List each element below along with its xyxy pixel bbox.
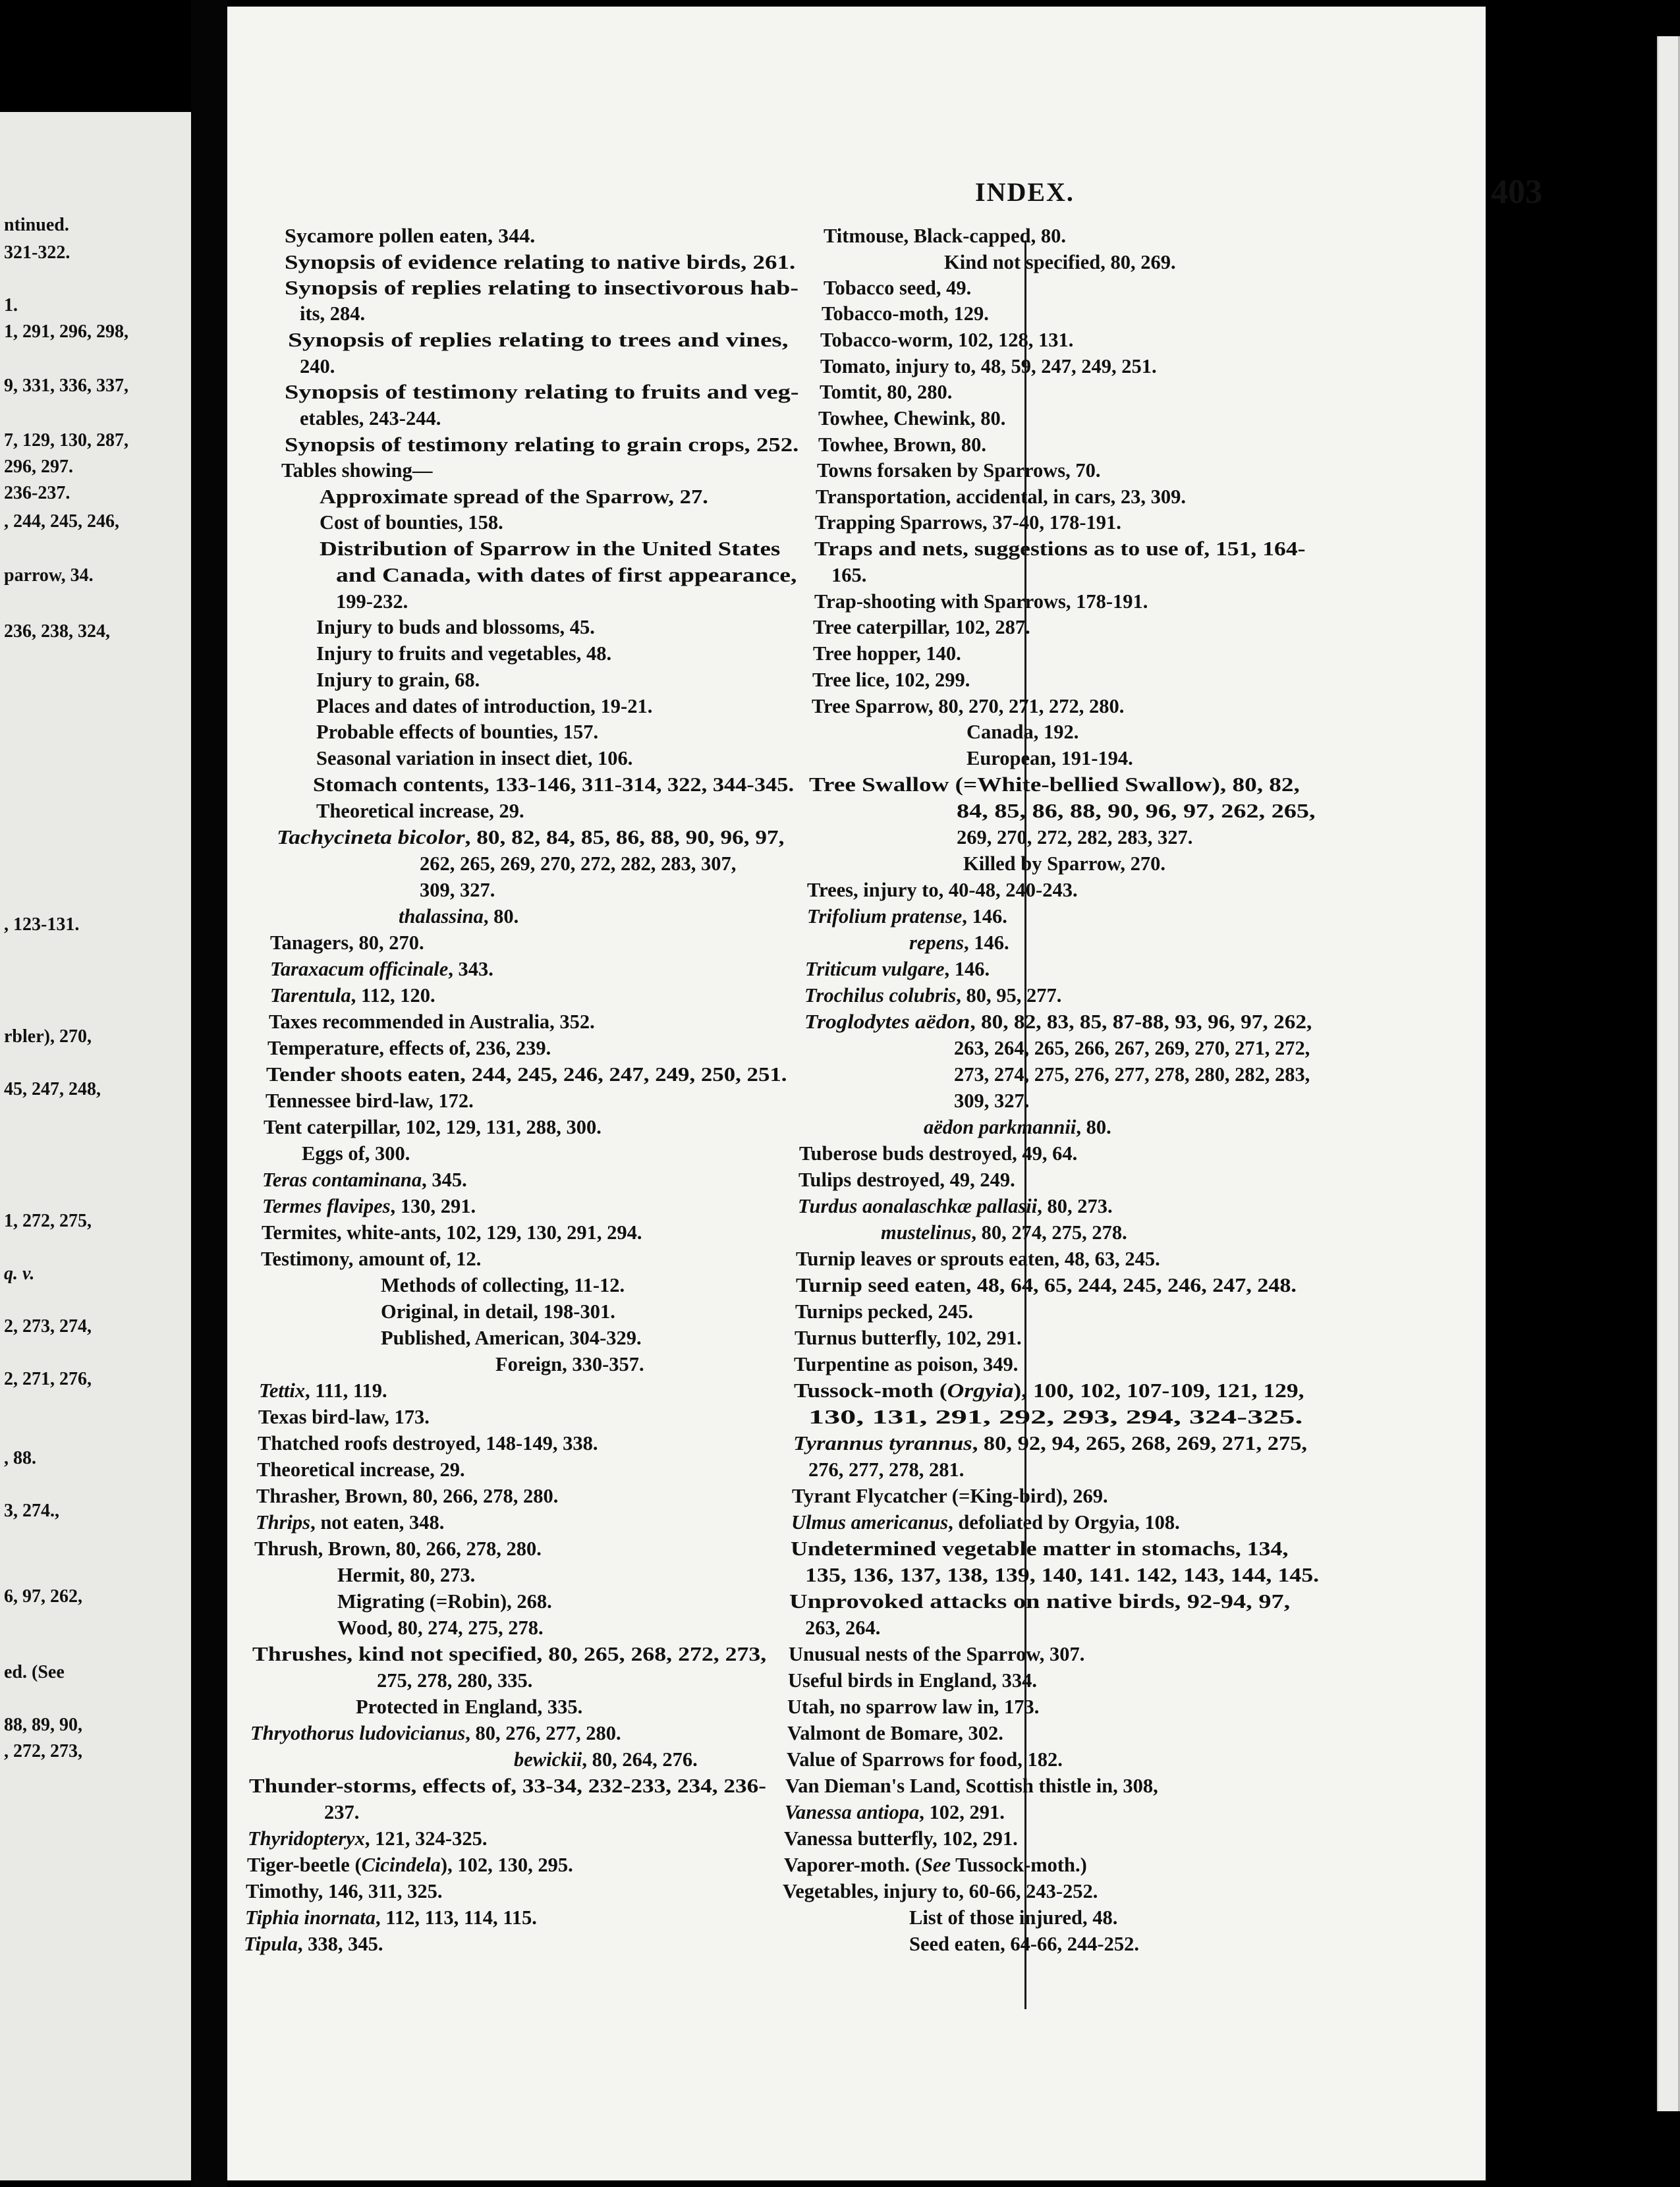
prev-page-fragment: 9, 331, 336, 337, xyxy=(4,375,128,396)
index-entry-line: Wood, 80, 274, 275, 278. xyxy=(337,1617,544,1639)
index-entry-line: Approximate spread of the Sparrow, 27. xyxy=(320,485,708,508)
index-entry-line: thalassina, 80. xyxy=(399,905,519,927)
index-entry-line: Vegetables, injury to, 60-66, 243-252. xyxy=(783,1880,1098,1902)
index-entry-line: 275, 278, 280, 335. xyxy=(377,1669,533,1692)
prev-page-fragment: 2, 273, 274, xyxy=(4,1316,92,1337)
index-entry-line: Thatched roofs destroyed, 148-149, 338. xyxy=(258,1432,598,1454)
index-entry-line: Synopsis of replies relating to trees and vines, xyxy=(288,329,789,351)
index-entry-line: Injury to grain, 68. xyxy=(316,669,480,691)
index-entry-line: Tent caterpillar, 102, 129, 131, 288, 300. xyxy=(264,1116,602,1138)
index-entry-line: Taraxacum officinale, 343. xyxy=(270,958,493,980)
prev-page-fragment: 1. xyxy=(4,295,18,316)
index-entry-line: etables, 243-244. xyxy=(300,407,441,429)
prev-page-fragment: 1, 291, 296, 298, xyxy=(4,321,128,342)
index-entry-line: Tobacco seed, 49. xyxy=(824,277,972,299)
index-entry-line: Thrips, not eaten, 348. xyxy=(256,1511,445,1534)
index-entry-line: Turpentine as poison, 349. xyxy=(794,1353,1019,1375)
index-entry-line: Foreign, 330-357. xyxy=(495,1353,644,1375)
index-entry-line: 262, 265, 269, 270, 272, 282, 283, 307, xyxy=(420,852,737,875)
index-entry-line: Places and dates of introduction, 19-21. xyxy=(316,695,653,717)
index-entry-line: Killed by Sparrow, 270. xyxy=(963,852,1166,875)
index-entry-line: Migrating (=Robin), 268. xyxy=(337,1590,552,1613)
index-entry-line: Timothy, 146, 311, 325. xyxy=(246,1880,443,1902)
index-entry-line: Trifolium pratense, 146. xyxy=(807,905,1007,927)
index-entry-line: Teras contaminana, 345. xyxy=(262,1169,467,1191)
index-entry-line: Tiphia inornata, 112, 113, 114, 115. xyxy=(245,1906,537,1929)
index-entry-line: Turnips pecked, 245. xyxy=(795,1300,974,1323)
prev-page-fragment: 2, 271, 276, xyxy=(4,1369,92,1389)
index-entry-line: Thunder-storms, effects of, 33-34, 232-233, 234, 236- xyxy=(249,1775,767,1797)
index-entry-line: Undetermined vegetable matter in stomachs, 134, xyxy=(791,1537,1289,1560)
index-entry-line: Tobacco-worm, 102, 128, 131. xyxy=(820,329,1074,351)
index-entry-line: Traps and nets, suggestions as to use of, 151, 164- xyxy=(814,538,1306,560)
index-entry-line: Towns forsaken by Sparrows, 70. xyxy=(817,459,1101,482)
index-entry-line: Towhee, Chewink, 80. xyxy=(818,407,1006,429)
index-entry-line: Tomtit, 80, 280. xyxy=(820,381,953,403)
index-entry-line: Tipula, 338, 345. xyxy=(244,1933,383,1955)
index-entry-line: Tiger-beetle (Cicindela), 102, 130, 295. xyxy=(247,1854,573,1876)
previous-page-edge xyxy=(0,112,191,2180)
index-entry-line: Turdus aonalaschkæ pallasii, 80, 273. xyxy=(798,1195,1113,1217)
index-entry-line: Kind not specified, 80, 269. xyxy=(944,251,1176,273)
index-entry-line: 84, 85, 86, 88, 90, 96, 97, 262, 265, xyxy=(957,800,1316,822)
index-entry-line: Turnus butterfly, 102, 291. xyxy=(795,1327,1022,1349)
index-entry-line: Termites, white-ants, 102, 129, 130, 291, 294. xyxy=(262,1221,642,1244)
index-entry-line: Synopsis of replies relating to insectivorous hab- xyxy=(285,277,799,299)
index-entry-line: 263, 264. xyxy=(805,1617,881,1639)
index-entry-line: Van Dieman's Land, Scottish thistle in, 308, xyxy=(785,1775,1158,1797)
index-entry-line: Synopsis of testimony relating to fruits and veg- xyxy=(285,381,799,403)
index-entry-line: Turnip seed eaten, 48, 64, 65, 244, 245, 246, 247, 248. xyxy=(796,1274,1297,1296)
index-entry-line: Tobacco-moth, 129. xyxy=(822,302,989,325)
prev-page-fragment: 7, 129, 130, 287, xyxy=(4,430,128,451)
index-entry-line: 130, 131, 291, 292, 293, 294, 324-325. xyxy=(808,1406,1303,1428)
index-entry-line: Theoretical increase, 29. xyxy=(316,800,524,822)
page-number: 403 xyxy=(1491,173,1542,211)
prev-page-fragment: , 88. xyxy=(4,1448,36,1468)
index-entry-line: Trapping Sparrows, 37-40, 178-191. xyxy=(815,511,1121,534)
prev-page-fragment: ntinued. xyxy=(4,215,69,235)
index-entry-line: bewickii, 80, 264, 276. xyxy=(514,1748,698,1771)
prev-page-fragment: 296, 297. xyxy=(4,457,73,477)
index-entry-line: its, 284. xyxy=(300,302,366,325)
index-entry-line: Tarentula, 112, 120. xyxy=(270,984,435,1007)
index-entry-line: Tree caterpillar, 102, 287. xyxy=(813,616,1030,638)
index-entry-line: 263, 264, 265, 266, 267, 269, 270, 271, 272, xyxy=(954,1037,1310,1059)
index-entry-line: Trap-shooting with Sparrows, 178-191. xyxy=(814,590,1148,613)
prev-page-fragment: , 123-131. xyxy=(4,914,80,935)
index-entry-line: Tennessee bird-law, 172. xyxy=(266,1090,474,1112)
index-entry-line: Tree hopper, 140. xyxy=(813,642,961,665)
index-entry-line: Seasonal variation in insect diet, 106. xyxy=(316,747,633,769)
prev-page-fragment: , 244, 245, 246, xyxy=(4,511,119,532)
index-entry-line: Thrasher, Brown, 80, 266, 278, 280. xyxy=(256,1485,559,1507)
index-entry-line: Tree lice, 102, 299. xyxy=(812,669,970,691)
index-entry-line: Termes flavipes, 130, 291. xyxy=(262,1195,476,1217)
index-entry-line: Theoretical increase, 29. xyxy=(257,1458,465,1481)
index-entry-line: Tachycineta bicolor, 80, 82, 84, 85, 86, 88, 90, 96, 97, xyxy=(277,826,785,848)
index-entry-line: 276, 277, 278, 281. xyxy=(808,1458,965,1481)
prev-page-fragment: 3, 274., xyxy=(4,1501,59,1521)
index-entry-line: Tree Sparrow, 80, 270, 271, 272, 280. xyxy=(812,695,1125,717)
prev-page-fragment: , 272, 273, xyxy=(4,1741,82,1761)
index-entry-line: Original, in detail, 198-301. xyxy=(381,1300,615,1323)
index-entry-line: Towhee, Brown, 80. xyxy=(818,433,987,456)
index-page xyxy=(227,7,1542,2180)
index-entry-line: Tuberose buds destroyed, 49, 64. xyxy=(799,1142,1078,1165)
index-entry-line: 135, 136, 137, 138, 139, 140, 141. 142, 143, 144, 145. xyxy=(805,1564,1320,1586)
index-entry-line: 309, 327. xyxy=(420,879,495,901)
index-entry-line: 309, 327. xyxy=(954,1090,1030,1112)
index-entry-line: Stomach contents, 133-146, 311-314, 322, 344-345. xyxy=(313,773,795,796)
index-entry-line: Sycamore pollen eaten, 344. xyxy=(285,225,536,247)
index-entry-line: Vaporer-moth. (See Tussock-moth.) xyxy=(784,1854,1087,1876)
index-entry-line: 269, 270, 272, 282, 283, 327. xyxy=(957,826,1193,848)
index-entry-line: Vanessa antiopa, 102, 291. xyxy=(785,1801,1005,1823)
index-entry-line: Synopsis of evidence relating to native birds, 261. xyxy=(285,251,796,273)
index-entry-line: mustelinus, 80, 274, 275, 278. xyxy=(881,1221,1127,1244)
index-entry-line: Texas bird-law, 173. xyxy=(258,1406,430,1428)
index-entry-line: Triticum vulgare, 146. xyxy=(805,958,990,980)
index-entry-line: Canada, 192. xyxy=(966,721,1079,743)
index-entry-line: 237. xyxy=(324,1801,360,1823)
index-entry-line: Transportation, accidental, in cars, 23, 309. xyxy=(816,485,1186,508)
index-entry-line: 165. xyxy=(831,564,867,586)
index-entry-line: Tree Swallow (=White-bellied Swallow), 80, 82, xyxy=(809,773,1300,796)
index-entry-line: Trees, injury to, 40-48, 240-243. xyxy=(807,879,1078,901)
index-entry-line: Tussock-moth (Orgyia), 100, 102, 107-109, 121, 129, xyxy=(794,1379,1304,1402)
prev-page-fragment: parrow, 34. xyxy=(4,565,94,586)
index-entry-line: Injury to buds and blossoms, 45. xyxy=(316,616,595,638)
index-entry-line: Probable effects of bounties, 157. xyxy=(316,721,599,743)
page-stack-edge xyxy=(1657,36,1680,2111)
index-entry-line: Tender shoots eaten, 244, 245, 246, 247, 249, 250, 251. xyxy=(266,1063,787,1086)
index-entry-line: 273, 274, 275, 276, 277, 278, 280, 282, 283, xyxy=(954,1063,1310,1086)
index-entry-line: Tettix, 111, 119. xyxy=(259,1379,387,1402)
index-entry-line: Temperature, effects of, 236, 239. xyxy=(267,1037,551,1059)
book-gutter xyxy=(191,0,227,2187)
index-entry-line: 240. xyxy=(300,355,335,377)
index-entry-line: Turnip leaves or sprouts eaten, 48, 63, 245. xyxy=(796,1248,1160,1270)
prev-page-fragment: 321-322. xyxy=(4,242,70,263)
prev-page-fragment: 45, 247, 248, xyxy=(4,1079,101,1099)
prev-page-fragment: q. v. xyxy=(4,1263,35,1284)
prev-page-fragment: 1, 272, 275, xyxy=(4,1211,92,1231)
index-entry-line: Published, American, 304-329. xyxy=(381,1327,642,1349)
index-entry-line: Protected in England, 335. xyxy=(356,1696,583,1718)
index-entry-line: Seed eaten, 64-66, 244-252. xyxy=(909,1933,1140,1955)
index-entry-line: Tulips destroyed, 49, 249. xyxy=(798,1169,1015,1191)
index-entry-line: Methods of collecting, 11-12. xyxy=(381,1274,625,1296)
index-entry-line: Thrushes, kind not specified, 80, 265, 268, 272, 273, xyxy=(252,1643,767,1665)
prev-page-fragment: 6, 97, 262, xyxy=(4,1586,82,1607)
index-entry-line: Thrush, Brown, 80, 266, 278, 280. xyxy=(254,1537,542,1560)
index-entry-line: Tables showing— xyxy=(281,459,433,482)
index-entry-line: Injury to fruits and vegetables, 48. xyxy=(316,642,612,665)
prev-page-fragment: 236-237. xyxy=(4,483,70,503)
index-entry-line: Value of Sparrows for food, 182. xyxy=(787,1748,1063,1771)
index-entry-line: Tyrannus tyrannus, 80, 92, 94, 265, 268, 269, 271, 275, xyxy=(793,1432,1308,1454)
index-entry-line: Eggs of, 300. xyxy=(302,1142,410,1165)
running-head: INDEX. xyxy=(975,177,1075,207)
index-entry-line: Tyrant Flycatcher (=King-bird), 269. xyxy=(792,1485,1108,1507)
index-entry-line: Distribution of Sparrow in the United States xyxy=(320,538,781,560)
prev-page-fragment: 236, 238, 324, xyxy=(4,621,110,642)
index-entry-line: Hermit, 80, 273. xyxy=(337,1564,476,1586)
index-entry-line: Troglodytes aëdon, 80, 82, 83, 85, 87-88, 93, 96, 97, 262, xyxy=(804,1010,1312,1033)
index-entry-line: Thyridopteryx, 121, 324-325. xyxy=(248,1827,488,1850)
index-entry-line: Vanessa butterfly, 102, 291. xyxy=(784,1827,1018,1850)
index-entry-line: and Canada, with dates of first appearance, xyxy=(336,564,797,586)
index-entry-line: Ulmus americanus, defoliated by Orgyia, 108. xyxy=(791,1511,1180,1534)
index-entry-line: List of those injured, 48. xyxy=(909,1906,1118,1929)
index-entry-line: Useful birds in England, 334. xyxy=(788,1669,1037,1692)
index-entry-line: European, 191-194. xyxy=(966,747,1133,769)
index-entry-line: Testimony, amount of, 12. xyxy=(261,1248,482,1270)
index-entry-line: aëdon parkmannii, 80. xyxy=(924,1116,1111,1138)
index-entry-line: Tanagers, 80, 270. xyxy=(270,931,424,954)
index-entry-line: Utah, no sparrow law in, 173. xyxy=(787,1696,1040,1718)
index-entry-line: repens, 146. xyxy=(909,931,1009,954)
prev-page-fragment: ed. (See xyxy=(4,1662,65,1682)
prev-page-fragment: 88, 89, 90, xyxy=(4,1715,82,1735)
index-entry-line: 199-232. xyxy=(336,590,408,613)
index-entry-line: Valmont de Bomare, 302. xyxy=(787,1722,1003,1744)
index-entry-line: Taxes recommended in Australia, 352. xyxy=(269,1010,595,1033)
prev-page-fragment: rbler), 270, xyxy=(4,1026,92,1047)
index-entry-line: Cost of bounties, 158. xyxy=(320,511,503,534)
index-entry-line: Trochilus colubris, 80, 95, 277. xyxy=(804,984,1062,1007)
index-entry-line: Unprovoked attacks on native birds, 92-94, 97, xyxy=(789,1590,1291,1613)
index-entry-line: Unusual nests of the Sparrow, 307. xyxy=(789,1643,1085,1665)
index-entry-line: Thryothorus ludovicianus, 80, 276, 277, 280. xyxy=(250,1722,621,1744)
index-entry-line: Titmouse, Black-capped, 80. xyxy=(824,225,1067,247)
index-entry-line: Synopsis of testimony relating to grain crops, 252. xyxy=(285,433,799,456)
index-entry-line: Tomato, injury to, 48, 59, 247, 249, 251. xyxy=(820,355,1157,377)
